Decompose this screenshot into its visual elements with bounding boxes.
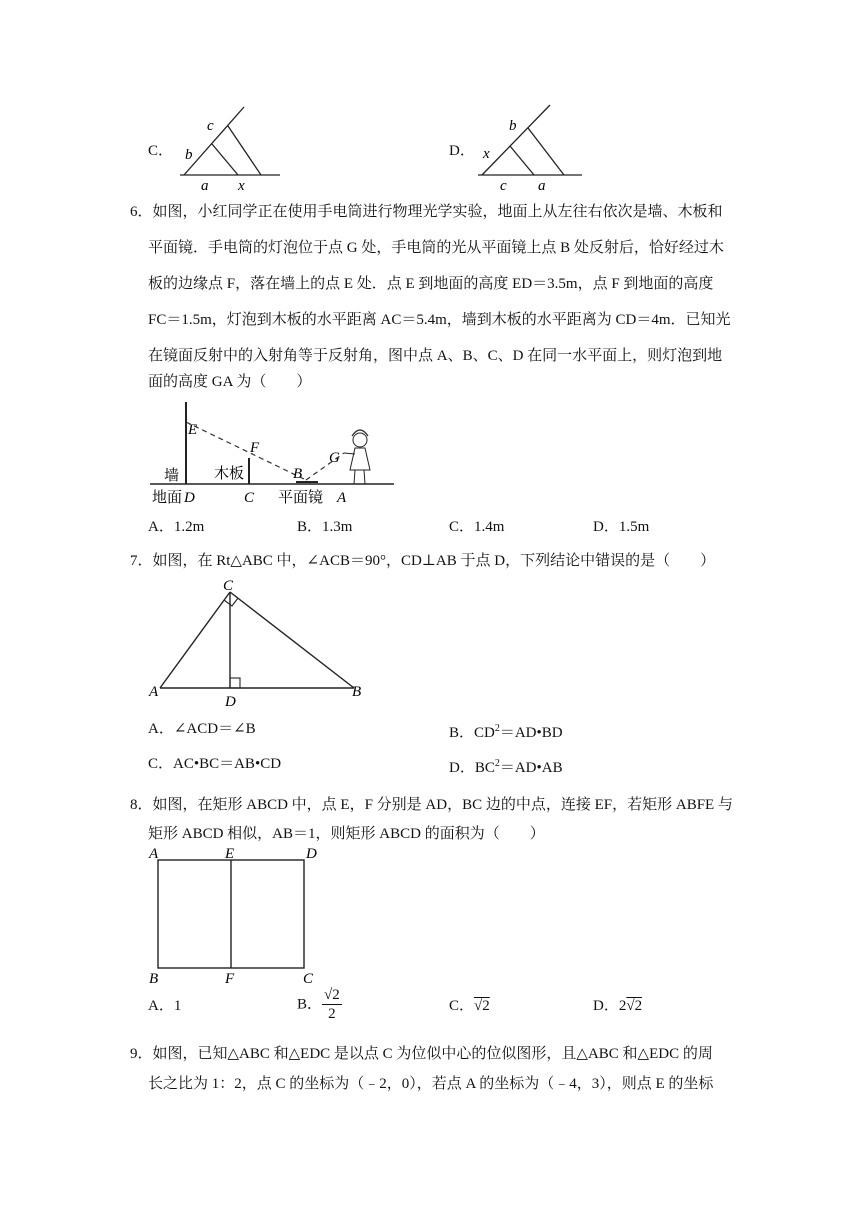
girl-icon <box>344 430 370 484</box>
q8-line-2: 矩形 ABCD 相似，AB＝1，则矩形 ABCD 的面积为（ ） <box>148 826 545 842</box>
q7-option-b <box>449 719 563 743</box>
q7-option-b-sup: 2 <box>494 723 500 734</box>
q6-line-1: 6．如图，小红同学正在使用手电筒进行物理光学实验，地面上从左往右依次是墙、木板和 <box>130 204 723 220</box>
q7-option-d-suffix: ＝AD•AB <box>499 760 563 776</box>
q7-label-D: D <box>225 694 236 710</box>
q6-line-2: 平面镜．手电筒的灯泡位于点 G 处，手电筒的光从平面镜上点 B 处反射后，恰好经过木 <box>148 240 724 256</box>
q6-line-4: FC＝1.5m，灯泡到木板的水平距离 AC＝5.4m，墙到木板的水平距离为 CD＝4m．已知光 <box>148 312 731 328</box>
q8-option-b-den: 2 <box>328 1006 336 1022</box>
q6-label-mirror: 平面镜 <box>278 488 324 506</box>
q6-label-E: E <box>188 422 198 438</box>
q5d-label-a: a <box>538 178 546 191</box>
q6-label-board: 木板 <box>214 464 245 482</box>
q5d-label-x: x <box>483 146 490 162</box>
q9-line-2: 长之比为 1：2，点 C 的坐标为（﹣2，0），若点 A 的坐标为（﹣4，3），则点 E 的坐标 <box>148 1076 714 1092</box>
q8-label-E: E <box>225 846 235 862</box>
q7-label-A: A <box>149 684 159 700</box>
q8-option-d <box>593 996 642 1016</box>
q8-option-b-num: √2 <box>324 987 340 1003</box>
q5-option-c-figure <box>176 103 286 191</box>
q8-option-d-coef: 2 <box>618 998 627 1014</box>
q8-label-A: A <box>149 846 159 862</box>
q7-option-d-prefix: D．BC <box>449 760 495 776</box>
q8-option-d-letter: D． <box>593 998 619 1014</box>
q8-label-C: C <box>303 971 314 986</box>
q7-option-b-prefix: B．CD <box>449 725 495 741</box>
q6-option-a: A．1.2m <box>148 519 205 535</box>
q5-option-d-letter: D． <box>449 143 475 159</box>
q6-option-b: B．1.3m <box>297 519 353 535</box>
q8-option-c <box>449 996 490 1016</box>
q7-label-C: C <box>223 578 234 594</box>
q6-label-B: B <box>293 466 303 482</box>
q6-option-d: D．1.5m <box>593 519 650 535</box>
q5-option-c-letter: C． <box>148 143 174 159</box>
q5c-label-a: a <box>201 178 209 191</box>
q6-label-wall: 墙 <box>164 466 180 484</box>
q8-label-D: D <box>306 846 317 862</box>
q8-option-b <box>297 986 342 1023</box>
q5d-label-b: b <box>509 118 517 134</box>
q6-label-C: C <box>244 490 255 506</box>
q8-line-1: 8．如图，在矩形 ABCD 中，点 E，F 分别是 AD，BC 边的中点，连接 EF，若矩形 ABFE 与 <box>130 797 733 813</box>
q5c-label-b: b <box>185 147 193 163</box>
q7-option-c: C．AC•BC＝AB•CD <box>148 756 282 772</box>
q6-option-c: C．1.4m <box>449 519 505 535</box>
q9-line-1: 9．如图，已知△ABC 和△EDC 是以点 C 为位似中心的位似图形，且△ABC 和△EDC 的周 <box>130 1046 713 1062</box>
q6-label-F: F <box>250 440 260 456</box>
q5c-label-x: x <box>238 178 245 191</box>
q6-line-3: 板的边缘点 F，落在墙上的点 E 处．点 E 到地面的高度 ED＝3.5m，点 F 到地面的高度 <box>148 276 714 292</box>
q8-figure <box>146 846 326 986</box>
q6-line-5: 在镜面反射中的入射角等于反射角，图中点 A、B、C、D 在同一水平面上，则灯泡到地 <box>148 348 723 364</box>
q6-figure <box>148 398 396 508</box>
q8-option-a: A．1 <box>148 998 182 1014</box>
q7-label-B: B <box>352 684 362 700</box>
q8-option-c-value: √2 <box>474 998 490 1014</box>
q7-option-b-suffix: ＝AD•BD <box>499 725 563 741</box>
q8-option-b-letter: B． <box>297 996 323 1013</box>
q5c-label-c: c <box>207 118 214 134</box>
q7-line: 7．如图，在 Rt△ABC 中，∠ACB＝90°，CD⊥AB 于点 D，下列结论中错误的是（ ） <box>130 553 716 569</box>
q7-option-d-sup: 2 <box>494 758 500 769</box>
q6-line-6: 面的高度 GA 为（ ） <box>148 374 312 390</box>
q6-label-A: A <box>337 490 347 506</box>
q8-option-d-value: √2 <box>626 998 643 1014</box>
q6-label-D: D <box>184 490 195 506</box>
q7-figure <box>146 574 368 710</box>
q8-option-b-fraction <box>322 986 342 1023</box>
q6-label-ground: 地面 <box>152 488 183 506</box>
q5d-label-c: c <box>500 178 507 191</box>
q7-option-d <box>449 754 563 778</box>
q8-label-F: F <box>225 971 235 986</box>
q8-label-B: B <box>149 971 159 986</box>
q8-option-c-letter: C． <box>449 998 475 1014</box>
q5-option-d-figure <box>476 101 586 191</box>
q6-label-G: G <box>329 450 340 466</box>
q7-option-a: A．∠ACD＝∠B <box>148 721 256 737</box>
